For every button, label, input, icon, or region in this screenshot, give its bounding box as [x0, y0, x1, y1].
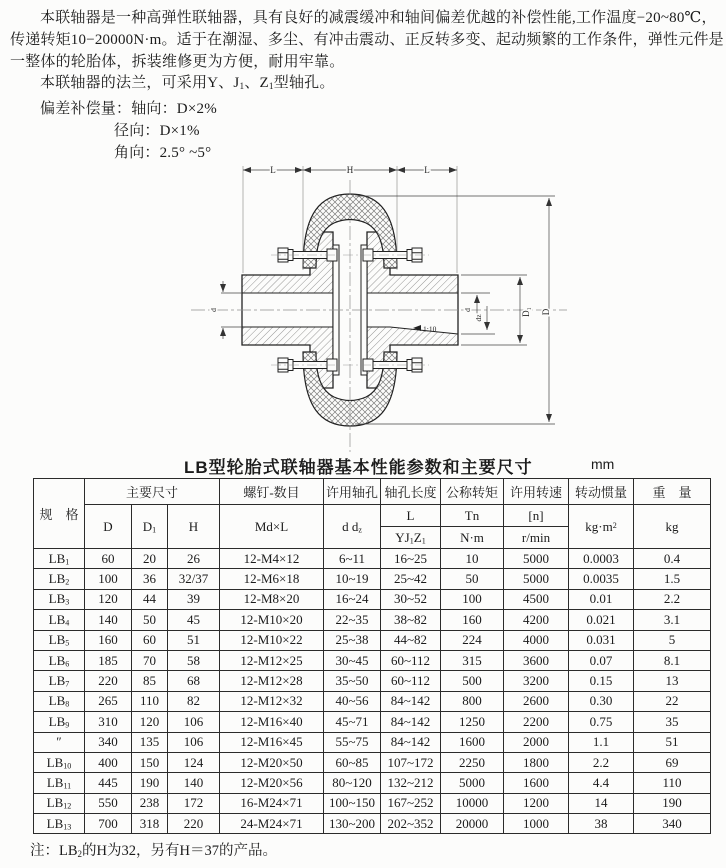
col-subheader-inertia-unit: $kg\cdot m^2$: [569, 505, 634, 549]
value-cell: 44: [132, 589, 168, 609]
table-row: [34, 549, 711, 569]
value-cell: 2200: [504, 712, 569, 732]
value-cell: 45~71: [324, 712, 381, 732]
value-cell: 16~25: [381, 549, 441, 569]
value-cell: 0.4: [634, 549, 711, 569]
value-cell: 550: [85, 793, 132, 813]
value-cell: 140: [168, 773, 220, 793]
value-cell: 4500: [504, 589, 569, 609]
value-cell: 1600: [441, 732, 504, 752]
dim-label-D1: D₁: [521, 307, 531, 317]
value-cell: 10: [441, 549, 504, 569]
value-cell: 3200: [504, 671, 569, 691]
value-cell: 12-M4×12: [220, 549, 324, 569]
value-cell: 12-M12×25: [220, 650, 324, 670]
value-cell: 1.1: [569, 732, 634, 752]
dim-label-L-right: L: [424, 165, 430, 175]
value-cell: 100: [441, 589, 504, 609]
value-cell: 0.75: [569, 712, 634, 732]
value-cell: 22: [634, 691, 711, 711]
value-cell: 60: [85, 549, 132, 569]
value-cell: 51: [168, 630, 220, 650]
value-cell: 0.01: [569, 589, 634, 609]
value-cell: 220: [168, 814, 220, 834]
value-cell: 135: [132, 732, 168, 752]
value-cell: 25~38: [324, 630, 381, 650]
value-cell: 2250: [441, 752, 504, 772]
table-row: [34, 732, 711, 752]
value-cell: 40~56: [324, 691, 381, 711]
value-cell: 84~142: [381, 712, 441, 732]
value-cell: 12-M12×32: [220, 691, 324, 711]
col-subheader-bore-range: d $d_z$: [324, 505, 381, 549]
col-header-main-dims: 主要尺寸: [85, 479, 220, 505]
value-cell: 16~24: [324, 589, 381, 609]
value-cell: 68: [168, 671, 220, 691]
value-cell: 14: [569, 793, 634, 813]
value-cell: 2600: [504, 691, 569, 711]
value-cell: 12-M10×22: [220, 630, 324, 650]
spec-cell: $LB_9$: [34, 712, 85, 732]
value-cell: 50: [132, 610, 168, 630]
value-cell: 4.4: [569, 773, 634, 793]
col-subheader-torque-unit: N·m: [441, 527, 504, 549]
dim-label-D: D: [541, 308, 551, 316]
value-cell: 12-M20×50: [220, 752, 324, 772]
table-row: [34, 691, 711, 711]
value-cell: 25~42: [381, 569, 441, 589]
intro-paragraph: [10, 8, 724, 164]
value-cell: 110: [132, 691, 168, 711]
value-cell: 60: [132, 630, 168, 650]
col-subheader-weight-unit: kg: [634, 505, 711, 549]
value-cell: 167~252: [381, 793, 441, 813]
value-cell: 0.07: [569, 650, 634, 670]
value-cell: 30~52: [381, 589, 441, 609]
col-subheader-Tn: Tn: [441, 505, 504, 527]
spec-cell: $LB_8$: [34, 691, 85, 711]
value-cell: 5000: [504, 569, 569, 589]
value-cell: 315: [441, 650, 504, 670]
value-cell: 32/37: [168, 569, 220, 589]
value-cell: 310: [85, 712, 132, 732]
table-row: [34, 671, 711, 691]
table-row: [34, 793, 711, 813]
value-cell: 10~19: [324, 569, 381, 589]
value-cell: 120: [85, 589, 132, 609]
col-header-weight: 重 量: [634, 479, 711, 505]
spec-cell: $LB_4$: [34, 610, 85, 630]
col-subheader-n: [n]: [504, 505, 569, 527]
table-row: [34, 630, 711, 650]
col-header-inertia: 转动惯量: [569, 479, 634, 505]
value-cell: 84~142: [381, 732, 441, 752]
value-cell: 44~82: [381, 630, 441, 650]
value-cell: 1.5: [634, 569, 711, 589]
col-subheader-speed-unit: r/min: [504, 527, 569, 549]
value-cell: 120: [132, 712, 168, 732]
value-cell: 12-M20×56: [220, 773, 324, 793]
value-cell: 12-M12×28: [220, 671, 324, 691]
col-subheader-D: D: [85, 505, 132, 549]
value-cell: 132~212: [381, 773, 441, 793]
value-cell: 0.15: [569, 671, 634, 691]
spec-cell: $LB_{11}$: [34, 773, 85, 793]
value-cell: 238: [132, 793, 168, 813]
value-cell: 130~200: [324, 814, 381, 834]
taper-ratio-label: 1:10: [423, 324, 437, 334]
dim-label-dz: dz: [474, 314, 483, 322]
value-cell: 35: [634, 712, 711, 732]
dim-label-L-left: L: [270, 165, 276, 175]
value-cell: 38: [569, 814, 634, 834]
value-cell: 38~82: [381, 610, 441, 630]
spec-cell: $LB_{12}$: [34, 793, 85, 813]
value-cell: 12-M8×20: [220, 589, 324, 609]
col-header-screws: 螺钉-数目: [220, 479, 324, 505]
value-cell: 220: [85, 671, 132, 691]
value-cell: 100~150: [324, 793, 381, 813]
value-cell: 160: [441, 610, 504, 630]
value-cell: 58: [168, 650, 220, 670]
table-row: [34, 814, 711, 834]
value-cell: 1000: [504, 814, 569, 834]
table-row: [34, 569, 711, 589]
value-cell: 107~172: [381, 752, 441, 772]
table-row: [34, 610, 711, 630]
value-cell: 5: [634, 630, 711, 650]
value-cell: 4000: [504, 630, 569, 650]
value-cell: 1600: [504, 773, 569, 793]
value-cell: 265: [85, 691, 132, 711]
value-cell: 50: [441, 569, 504, 589]
coupling-cross-section-diagram: [185, 160, 575, 460]
value-cell: 3.1: [634, 610, 711, 630]
value-cell: 106: [168, 712, 220, 732]
value-cell: 12-M10×20: [220, 610, 324, 630]
col-header-spec: 规 格: [34, 479, 85, 549]
value-cell: 13: [634, 671, 711, 691]
col-subheader-hole-types: $YJ_1Z_1$: [381, 527, 441, 549]
table-row: [34, 650, 711, 670]
value-cell: 0.0003: [569, 549, 634, 569]
value-cell: 45: [168, 610, 220, 630]
table-row: [34, 589, 711, 609]
value-cell: 70: [132, 650, 168, 670]
value-cell: 172: [168, 793, 220, 813]
value-cell: 500: [441, 671, 504, 691]
value-cell: 80~120: [324, 773, 381, 793]
value-cell: 16-M24×71: [220, 793, 324, 813]
table-title: LB型轮胎式联轴器基本性能参数和主要尺寸: [184, 458, 533, 477]
col-subheader-H: H: [168, 505, 220, 549]
value-cell: 82: [168, 691, 220, 711]
value-cell: 185: [85, 650, 132, 670]
value-cell: 190: [132, 773, 168, 793]
spec-cell: $LB_{10}$: [34, 752, 85, 772]
value-cell: 445: [85, 773, 132, 793]
value-cell: 2000: [504, 732, 569, 752]
value-cell: 700: [85, 814, 132, 834]
value-cell: 5000: [504, 549, 569, 569]
value-cell: 8.1: [634, 650, 711, 670]
col-header-torque: 公称转矩: [441, 479, 504, 505]
value-cell: 26: [168, 549, 220, 569]
value-cell: 20000: [441, 814, 504, 834]
value-cell: 20: [132, 549, 168, 569]
intro-line: 角向：2.5° ~5°: [114, 144, 212, 161]
value-cell: 340: [85, 732, 132, 752]
value-cell: 3600: [504, 650, 569, 670]
value-cell: 24-M24×71: [220, 814, 324, 834]
value-cell: 6~11: [324, 549, 381, 569]
spec-cell: $LB_1$: [34, 549, 85, 569]
spec-cell: ″: [34, 732, 85, 752]
value-cell: 4200: [504, 610, 569, 630]
intro-line: 本联轴器的法兰，可采用Y、$J_1$、$Z_1$型轴孔。: [40, 75, 335, 93]
value-cell: 1200: [504, 793, 569, 813]
value-cell: 100: [85, 569, 132, 589]
value-cell: 224: [441, 630, 504, 650]
value-cell: 2.2: [634, 589, 711, 609]
intro-line: 偏差补偿量：轴向：D×2%: [40, 101, 217, 118]
col-header-bore-length: 轴孔长度: [381, 479, 441, 505]
value-cell: 0.031: [569, 630, 634, 650]
value-cell: 22~35: [324, 610, 381, 630]
value-cell: 30~45: [324, 650, 381, 670]
value-cell: 60~112: [381, 650, 441, 670]
value-cell: 35~50: [324, 671, 381, 691]
value-cell: 69: [634, 752, 711, 772]
col-subheader-D1: $D_1$: [132, 505, 168, 549]
value-cell: 5000: [441, 773, 504, 793]
value-cell: 0.0035: [569, 569, 634, 589]
value-cell: 190: [634, 793, 711, 813]
value-cell: 140: [85, 610, 132, 630]
value-cell: 124: [168, 752, 220, 772]
intro-line: 一整体的轮胎体，拆装维修更为方便，耐用牢靠。: [10, 53, 345, 70]
spec-cell: $LB_7$: [34, 671, 85, 691]
spec-cell: $LB_6$: [34, 650, 85, 670]
value-cell: 150: [132, 752, 168, 772]
table-row: [34, 712, 711, 732]
value-cell: 55~75: [324, 732, 381, 752]
value-cell: 36: [132, 569, 168, 589]
table-unit-label: mm: [591, 456, 615, 472]
value-cell: 0.30: [569, 691, 634, 711]
value-cell: 318: [132, 814, 168, 834]
spec-cell: $LB_3$: [34, 589, 85, 609]
footnote: 注：$LB_2$的H为32，另有H＝37的产品。: [30, 843, 277, 859]
col-header-bore: 许用轴孔: [324, 479, 381, 505]
value-cell: 60~112: [381, 671, 441, 691]
value-cell: 10000: [441, 793, 504, 813]
table-row: [34, 752, 711, 772]
value-cell: 2.2: [569, 752, 634, 772]
spec-cell: $LB_2$: [34, 569, 85, 589]
intro-line: 径向：D×1%: [114, 122, 200, 139]
value-cell: 160: [85, 630, 132, 650]
value-cell: 84~142: [381, 691, 441, 711]
value-cell: 12-M6×18: [220, 569, 324, 589]
dim-label-H: H: [346, 165, 354, 175]
value-cell: 60~85: [324, 752, 381, 772]
spec-cell: $LB_5$: [34, 630, 85, 650]
spec-table: [33, 478, 711, 834]
dim-label-d-right: d: [463, 308, 472, 312]
value-cell: 202~352: [381, 814, 441, 834]
table-body: [34, 549, 711, 834]
value-cell: 340: [634, 814, 711, 834]
dim-label-d-left: d: [209, 308, 218, 312]
table-row: [34, 773, 711, 793]
value-cell: 1800: [504, 752, 569, 772]
intro-line: 本联轴器是一种高弹性联轴器，具有良好的减震缓冲和轴间偏差优越的补偿性能,工作温度−20~80℃，: [40, 10, 717, 26]
col-subheader-screw-spec: Md×L: [220, 505, 324, 549]
value-cell: 1250: [441, 712, 504, 732]
value-cell: 51: [634, 732, 711, 752]
spec-cell: $LB_{13}$: [34, 814, 85, 834]
col-subheader-L: L: [381, 505, 441, 527]
value-cell: 12-M16×40: [220, 712, 324, 732]
value-cell: 0.021: [569, 610, 634, 630]
col-header-speed: 许用转速: [504, 479, 569, 505]
value-cell: 106: [168, 732, 220, 752]
value-cell: 39: [168, 589, 220, 609]
value-cell: 85: [132, 671, 168, 691]
value-cell: 400: [85, 752, 132, 772]
value-cell: 12-M16×45: [220, 732, 324, 752]
value-cell: 800: [441, 691, 504, 711]
value-cell: 110: [634, 773, 711, 793]
intro-line: 传递转矩10−20000N·m。适于在潮湿、多尘、有冲击震动、正反转多变、起动频繁的工作条件，弹性元件是: [10, 31, 724, 48]
